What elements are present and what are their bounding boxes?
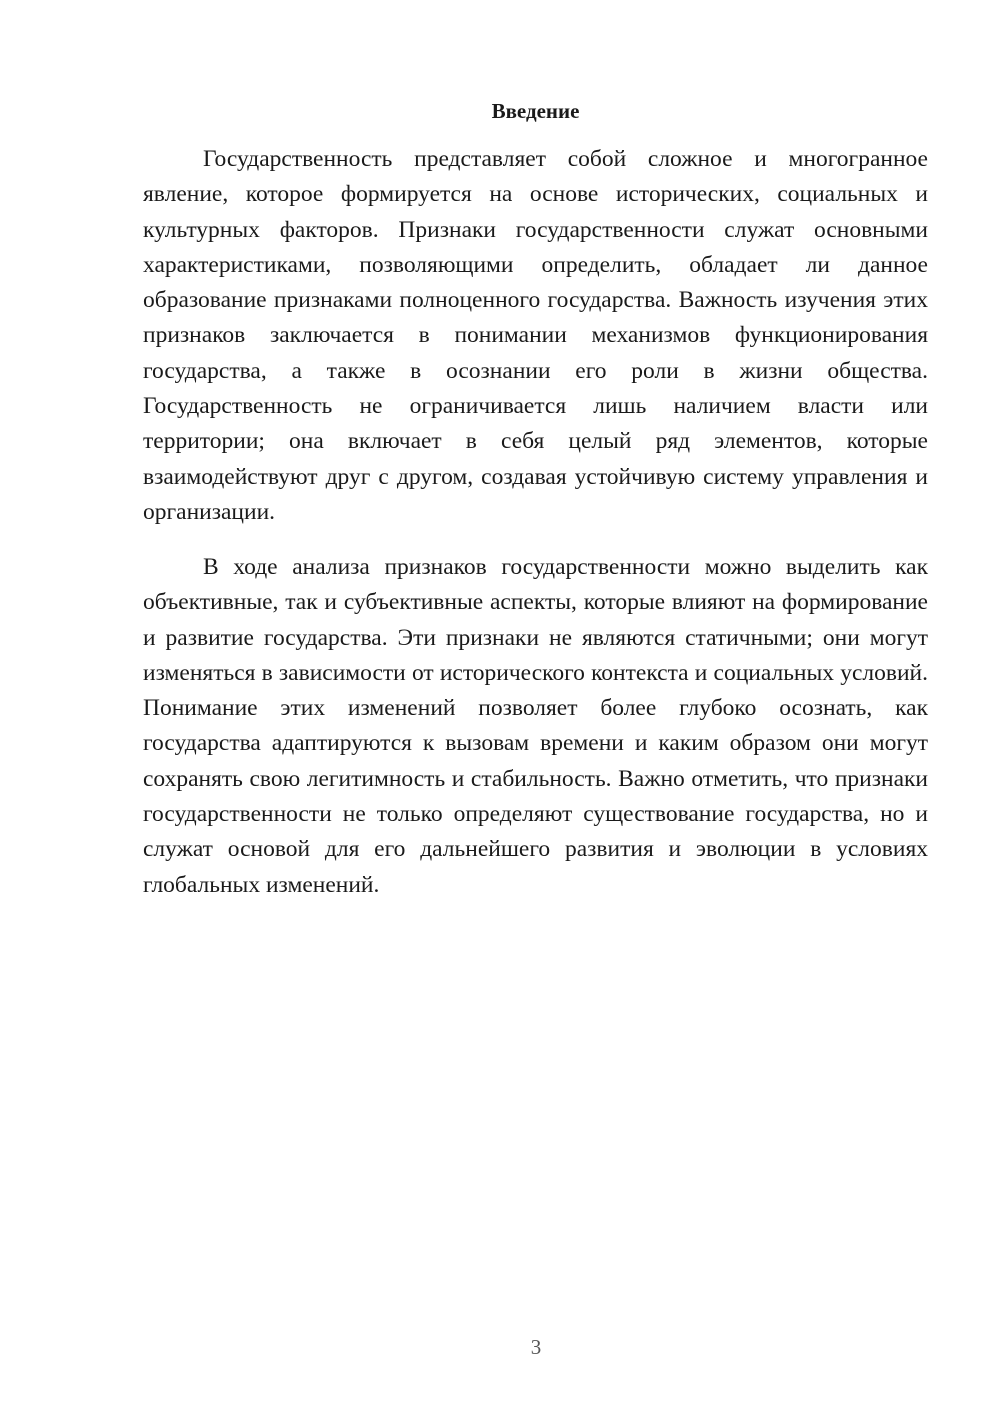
paragraph-1: Государственность представляет собой сложное и многогранное явление, которое формируется на основе исторических, социальных и культурных факторов. Признаки государственности служат основными характеристиками, позволяющими определить, обладает ли данное образование признаками полноценного государства. Важность изучения этих признаков заключается в понимании механизмов функционирования государства, а также в осознании его роли в жизни общества. Государственность не ограничивается лишь наличием власти или территории; она включает в себя целый ряд элементов, которые взаимодействуют друг с другом, создавая устойчивую систему управления и организации. [143, 146, 928, 525]
page-number: 3 [530, 1335, 542, 1359]
paragraph-2: В ходе анализа признаков государственности можно выделить как объективные, так и субъективные аспекты, которые влияют на формирование и развитие государства. Эти признаки не являются статичными; они могут изменяться в зависимости от исторического контекста и социальных условий. Понимание этих изменений позволяет более глубоко осознать, как государства адаптируются к вызовам времени и каким образом они могут сохранять свою легитимность и стабильность. Важно отметить, что признаки государственности не только определяют существование государства, но и служат основой для его дальнейшего развития и эволюции в условиях глобальных изменений. [143, 554, 928, 898]
section-heading: Введение [491, 99, 580, 123]
